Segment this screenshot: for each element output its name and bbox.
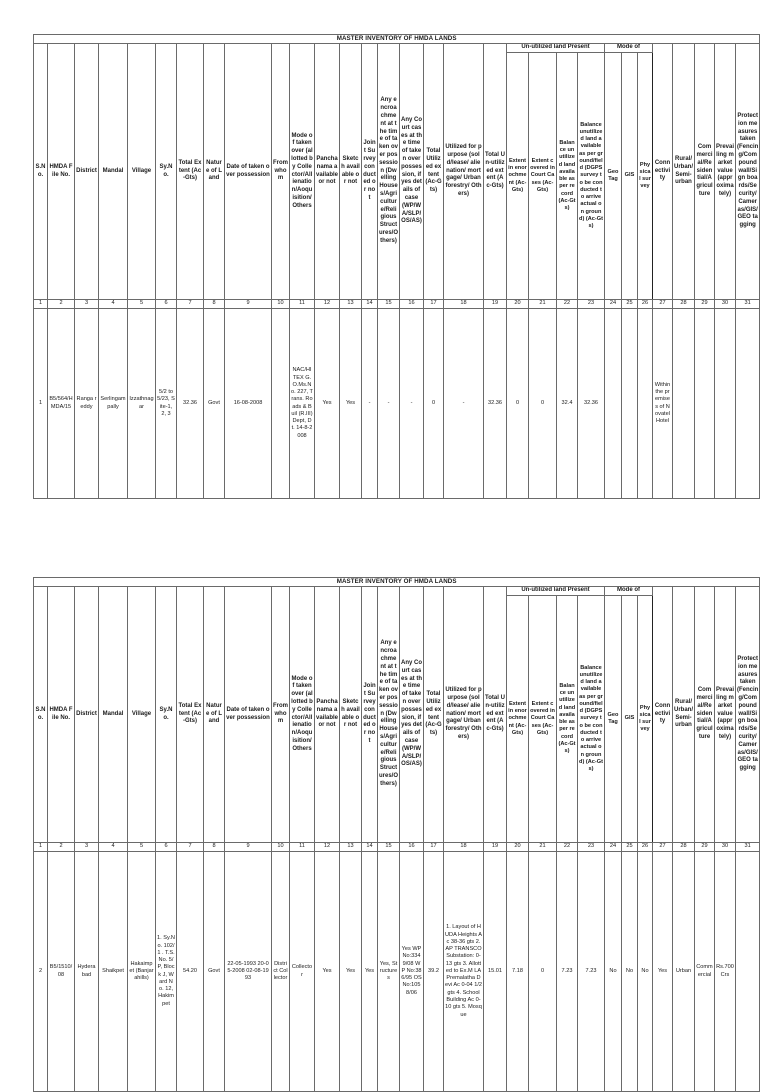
cell-district: Ranga reddy [75, 309, 99, 499]
col-number: 25 [622, 843, 638, 852]
cell-panchanama: Yes [315, 309, 340, 499]
col-header-31: Protection measures taken (Fencing/Compound wall/Sign boards/Security/Cameras/GIS/GEO tagging [736, 587, 760, 843]
col-number: 15 [378, 843, 400, 852]
col-number: 9 [225, 300, 272, 309]
cell-panchanama: Yes [315, 852, 340, 1092]
col-header-19: Total Un-utilized extent (Ac-Gts) [484, 587, 507, 843]
col-number: 22 [557, 843, 578, 852]
col-header-13: Sketch available or not [340, 44, 362, 300]
col-number: 16 [400, 843, 424, 852]
col-number: 27 [653, 843, 673, 852]
col-header-2: HMDA File No. [48, 587, 75, 843]
col-number: 31 [736, 843, 760, 852]
cell-rural-urban: Urban [673, 852, 695, 1092]
cell-date-possession: 16-08-2008 [225, 309, 272, 499]
col-number: 10 [272, 843, 290, 852]
cell-geo-tag: No [605, 852, 622, 1092]
col-header-18: Utilized for purpose (sold/lease/ alienation/ mortgage/ Urban forestry/ Others) [444, 44, 484, 300]
col-header-22: Balance unutilized land available as per record (Ac-Gts) [557, 53, 578, 300]
cell-extent-court: 0 [529, 309, 557, 499]
table-title: MASTER INVENTORY OF HMDA LANDS [34, 578, 760, 587]
cell-joint-survey: - [362, 309, 378, 499]
cell-land-use [695, 309, 715, 499]
col-header-18: Utilized for purpose (sold/lease/ alienation/ mortgage/ Urban forestry/ Others) [444, 587, 484, 843]
col-header-1: S.No. [34, 587, 48, 843]
col-number: 8 [204, 843, 225, 852]
cell-total-extent: 32.36 [177, 309, 204, 499]
col-number: 4 [99, 300, 128, 309]
cell-mode-taken-over: NAC/HITEX G.O.Ms.No. 227, Trans. Roads & Buil (R.III) Dept, Dt. 14-8-2008 [290, 309, 315, 499]
col-header-11: Mode of taken over (allotted by Collector/Allienation/Aoquisition/Others [290, 587, 315, 843]
col-number: 6 [156, 300, 177, 309]
col-number: 13 [340, 843, 362, 852]
cell-total-extent: 54.20 [177, 852, 204, 1092]
cell-market-value: Rs.700 Crs [715, 852, 736, 1092]
cell-court-cases: Yes WP No:3349/08 WP No:386/95 OS No:1058/06 [400, 852, 424, 1092]
cell-rural-urban [673, 309, 695, 499]
cell-sy-no: 5/2 to 5/23, Site-1, 2, 3 [156, 309, 177, 499]
col-header-23: Balance unutilized land available as per ground/field (DGPS survey to be conducted to arrive actual on ground) (Ac-Gts) [578, 53, 605, 300]
col-header-16: Any Court cases at the time of taken over possession, if yes details of case (WP/WA/SLP/OS/AS) [400, 44, 424, 300]
col-header-16: Any Court cases at the time of taken over possession, if yes details of case (WP/WA/SLP/OS/AS) [400, 587, 424, 843]
cell-balance-record: 7.23 [557, 852, 578, 1092]
cell-physical-survey: No [638, 852, 653, 1092]
col-header-14: Joint Survey conducted or not [362, 44, 378, 300]
col-header-15: Any encroachment at the time of taken over possession (Dwelling Houses/Agriculture/Religious Structures/Others) [378, 587, 400, 843]
col-header-28: Rural/Urban/Semi-urban [673, 587, 695, 843]
cell-physical-survey [638, 309, 653, 499]
col-number: 8 [204, 300, 225, 309]
cell-gis [622, 309, 638, 499]
col-header-17: Total Utilized extent (Ac-Gts) [424, 587, 444, 843]
cell-sno: 2 [34, 852, 48, 1092]
col-number: 26 [638, 300, 653, 309]
col-number: 19 [484, 300, 507, 309]
inventory-table-1 [33, 34, 760, 499]
col-header-3: District [75, 587, 99, 843]
group-header-unutilized: Un-utilized land Present [507, 587, 605, 596]
col-header-7: Total Extent (Ac-Gts) [177, 44, 204, 300]
cell-utilized-purpose: 1. Layout of HUDA Heights Ac 38-36 gts 2. AP TRANSCO Substation: 0-13 gts 3. Allotted to Ex.M LA Premalatha Devi Ac 0-04 1/2 gts 4. School Building Ac 0-10 gts 5. Mosque [444, 852, 484, 1092]
col-header-4: Mandal [99, 587, 128, 843]
col-header-12: Panchanama available or not [315, 44, 340, 300]
cell-connectivity: Within the premises of Novatel Hotel [653, 309, 673, 499]
cell-extent-encroachment: 0 [507, 309, 529, 499]
cell-mode-taken-over: Collector [290, 852, 315, 1092]
col-number: 21 [529, 843, 557, 852]
col-number: 27 [653, 300, 673, 309]
col-header-26: Physical survey [638, 596, 653, 843]
col-header-15: Any encroachment at the time of taken over possession (Dwelling Houses/Agriculture/Religious Structures/Others) [378, 44, 400, 300]
table-title: MASTER INVENTORY OF HMDA LANDS [34, 35, 760, 44]
col-number: 11 [290, 843, 315, 852]
cell-extent-encroachment: 7.18 [507, 852, 529, 1092]
col-number: 3 [75, 843, 99, 852]
col-header-27: Connectivity [653, 587, 673, 843]
cell-mandal: Serlingampally [99, 309, 128, 499]
col-header-24: Geo Tag [605, 53, 622, 300]
col-number: 2 [48, 843, 75, 852]
col-number: 17 [424, 843, 444, 852]
col-number: 7 [177, 843, 204, 852]
cell-sketch: Yes [340, 852, 362, 1092]
col-number: 21 [529, 300, 557, 309]
cell-encroachment: Yes, Structures [378, 852, 400, 1092]
col-header-17: Total Utilized extent (Ac-Gts) [424, 44, 444, 300]
column-number-row [34, 843, 760, 852]
cell-joint-survey: Yes [362, 852, 378, 1092]
col-header-27: Connectivity [653, 44, 673, 300]
col-number: 25 [622, 300, 638, 309]
table-row [34, 852, 760, 1092]
group-header-mode-of: Mode of [605, 587, 653, 596]
cell-village: Izzathnagar [128, 309, 156, 499]
col-header-21: Extent covered in Court Cases (Ac-Gts) [529, 53, 557, 300]
cell-encroachment: - [378, 309, 400, 499]
col-header-14: Joint Survey conducted or not [362, 587, 378, 843]
col-number: 6 [156, 843, 177, 852]
col-number: 12 [315, 843, 340, 852]
col-number: 23 [578, 300, 605, 309]
column-number-row [34, 300, 760, 309]
col-number: 1 [34, 300, 48, 309]
cell-village: Hakaimpet (Banjarahills) [128, 852, 156, 1092]
cell-from-whom [272, 309, 290, 499]
col-number: 5 [128, 843, 156, 852]
col-header-21: Extent covered in Court Cases (Ac-Gts) [529, 596, 557, 843]
col-number: 16 [400, 300, 424, 309]
cell-file-no: B5/1510/08 [48, 852, 75, 1092]
cell-sketch: Yes [340, 309, 362, 499]
col-header-1: S.No. [34, 44, 48, 300]
col-header-6: Sy.No. [156, 587, 177, 843]
col-number: 2 [48, 300, 75, 309]
col-header-28: Rural/Urban/Semi-urban [673, 44, 695, 300]
col-number: 4 [99, 843, 128, 852]
cell-sy-no: 1. Sy.No. 102/1 . T.S.No. 5/P, Block J, Ward No. 12, Hakimpet [156, 852, 177, 1092]
col-number: 24 [605, 843, 622, 852]
col-header-7: Total Extent (Ac-Gts) [177, 587, 204, 843]
cell-connectivity: Yes [653, 852, 673, 1092]
col-header-25: GIS [622, 596, 638, 843]
col-number: 29 [695, 300, 715, 309]
col-header-3: District [75, 44, 99, 300]
cell-unutilized-extent: 15.01 [484, 852, 507, 1092]
cell-geo-tag [605, 309, 622, 499]
col-header-24: Geo Tag [605, 596, 622, 843]
col-header-11: Mode of taken over (allotted by Collector/Allienation/Aoquisition/Others [290, 44, 315, 300]
col-number: 23 [578, 843, 605, 852]
col-number: 13 [340, 300, 362, 309]
cell-court-cases: - [400, 309, 424, 499]
col-number: 31 [736, 300, 760, 309]
col-header-8: Nature of Land [204, 44, 225, 300]
col-number: 22 [557, 300, 578, 309]
col-number: 15 [378, 300, 400, 309]
col-header-6: Sy.No. [156, 44, 177, 300]
col-number: 30 [715, 843, 736, 852]
col-header-20: Extent in enorochment (Ac-Gts) [507, 596, 529, 843]
cell-date-possession: 22-05-1993 20-05-2008 02-08-1993 [225, 852, 272, 1092]
group-header-mode-of: Mode of [605, 44, 653, 53]
col-number: 28 [673, 843, 695, 852]
col-header-10: From whom [272, 587, 290, 843]
col-header-9: Date of taken over possession [225, 587, 272, 843]
col-number: 29 [695, 843, 715, 852]
table-row [34, 309, 760, 499]
col-header-9: Date of taken over possession [225, 44, 272, 300]
col-number: 9 [225, 843, 272, 852]
col-header-4: Mandal [99, 44, 128, 300]
col-number: 14 [362, 300, 378, 309]
col-header-5: Village [128, 587, 156, 843]
cell-district: Hyderabad [75, 852, 99, 1092]
col-number: 7 [177, 300, 204, 309]
col-header-29: Commercial/Residential/Agriculture [695, 587, 715, 843]
cell-protection [736, 309, 760, 499]
col-number: 14 [362, 843, 378, 852]
group-header-unutilized: Un-utilized land Present [507, 44, 605, 53]
col-number: 5 [128, 300, 156, 309]
col-number: 17 [424, 300, 444, 309]
col-header-2: HMDA File No. [48, 44, 75, 300]
cell-gis: No [622, 852, 638, 1092]
cell-balance-ground: 7.23 [578, 852, 605, 1092]
col-header-22: Balance unutilized land available as per record (Ac-Gts) [557, 596, 578, 843]
col-number: 18 [444, 843, 484, 852]
cell-utilized-purpose: - [444, 309, 484, 499]
col-number: 24 [605, 300, 622, 309]
cell-market-value [715, 309, 736, 499]
col-number: 19 [484, 843, 507, 852]
cell-protection [736, 852, 760, 1092]
col-header-19: Total Un-utilized extent (Ac-Gts) [484, 44, 507, 300]
col-number: 12 [315, 300, 340, 309]
col-header-30: Prevailing market value (approximately) [715, 44, 736, 300]
cell-utilized-extent: 39.2 [424, 852, 444, 1092]
col-header-29: Commercial/Residential/Agriculture [695, 44, 715, 300]
col-header-13: Sketch available or not [340, 587, 362, 843]
col-header-23: Balance unutilized land available as per ground/field (DGPS survey to be conducted to arrive actual on ground) (Ac-Gts) [578, 596, 605, 843]
cell-land-use: Commercial [695, 852, 715, 1092]
col-header-8: Nature of Land [204, 587, 225, 843]
inventory-sheet-1 [33, 34, 759, 499]
cell-nature-of-land: Govt [204, 309, 225, 499]
col-header-26: Physical survey [638, 53, 653, 300]
col-number: 30 [715, 300, 736, 309]
col-header-5: Village [128, 44, 156, 300]
col-number: 1 [34, 843, 48, 852]
col-number: 26 [638, 843, 653, 852]
cell-balance-ground: 32.36 [578, 309, 605, 499]
col-header-25: GIS [622, 53, 638, 300]
cell-extent-court: 0 [529, 852, 557, 1092]
inventory-sheet-2 [33, 577, 759, 1092]
col-header-20: Extent in enorochment (Ac-Gts) [507, 53, 529, 300]
col-header-12: Panchanama available or not [315, 587, 340, 843]
inventory-table-2 [33, 577, 760, 1092]
cell-from-whom: District Collector [272, 852, 290, 1092]
col-number: 18 [444, 300, 484, 309]
cell-unutilized-extent: 32.36 [484, 309, 507, 499]
col-number: 20 [507, 300, 529, 309]
col-header-31: Protection measures taken (Fencing/Compound wall/Sign boards/Security/Cameras/GIS/GEO tagging [736, 44, 760, 300]
col-number: 11 [290, 300, 315, 309]
cell-mandal: Shaikpet [99, 852, 128, 1092]
col-header-30: Prevailing market value (approximately) [715, 587, 736, 843]
cell-sno: 1 [34, 309, 48, 499]
cell-file-no: B5/564/HMDA/15 [48, 309, 75, 499]
cell-nature-of-land: Govt [204, 852, 225, 1092]
cell-balance-record: 32.4 [557, 309, 578, 499]
cell-utilized-extent: 0 [424, 309, 444, 499]
col-header-10: From whom [272, 44, 290, 300]
col-number: 20 [507, 843, 529, 852]
col-number: 28 [673, 300, 695, 309]
col-number: 10 [272, 300, 290, 309]
col-number: 3 [75, 300, 99, 309]
